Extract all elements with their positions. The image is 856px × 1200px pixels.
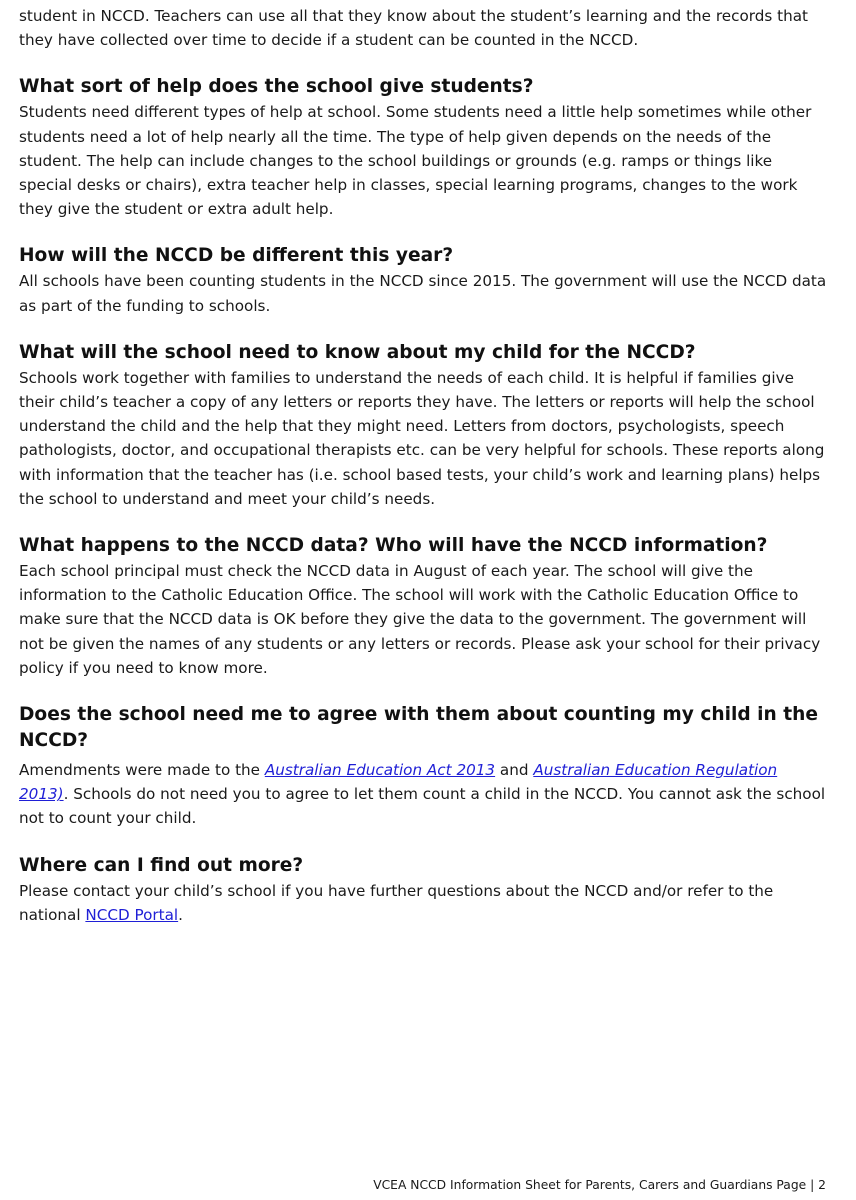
australian-education-regulation-link[interactable]: Australian Education Regulation 2013) [19,761,778,804]
intro-paragraph: student in NCCD. Teachers can use all that they know about the student’s learning and the records that they have collected over time to decide if a student can be counted in the NCCD. [19,7,808,50]
heading-school-help: What sort of help does the school give students? [19,76,534,98]
heading-find-out-more: Where can I find out more? [19,854,304,876]
heading-ncdd-different: How will the NCCD be different this year? [19,245,454,267]
find-more-text-post: . [178,905,183,924]
heading-agree-counting: Does the school need me to agree with them about counting my child in the NCCD? [19,704,818,752]
paragraph-school-help: Students need different types of help at school. Some students need a little help sometimes while other students need a lot of help nearly all the time. The type of help given depends on the needs of the student. The help can include changes to the school buildings or grounds (e.g. ramps or things like special desks or chairs), extra teacher help in classes, special learning programs, changes to the work they give the student or extra adult help. [19,103,812,219]
agree-text-post: . Schools do not need you to agree to let them count a child in the NCCD. You cannot ask the school not to count your child. [19,785,826,828]
heading-school-need-know: What will the school need to know about my child for the NCCD? [19,341,696,363]
paragraph-find-out-more [19,879,829,927]
document-page [19,4,829,927]
page-footer: VCEA NCCD Information Sheet for Parents, Carers and Guardians Page | 2 [373,1178,826,1192]
nccd-portal-link[interactable]: NCCD Portal [85,905,179,924]
heading-ncdd-data: What happens to the NCCD data? Who will have the NCCD information? [19,535,768,557]
agree-text-pre: Amendments were made to the [19,761,265,780]
agree-text-mid: and [495,761,534,780]
australian-education-act-link[interactable]: Australian Education Act 2013 [264,761,496,780]
paragraph-school-need-know: Schools work together with families to understand the needs of each child. It is helpful if families give their child’s teacher a copy of any letters or reports they have. The letters or reports will help the school understand the child and the help that they might need. Letters from doctors, psychologists, speech pathologists, doctor, and occupational therapists etc. can be very helpful for schools. These reports along with information that the teacher has (i.e. school based tests, your child’s work and learning plans) helps the school to understand and meet your child’s needs. [19,368,825,508]
paragraph-ncdd-different: All schools have been counting students in the NCCD since 2015. The government will use the NCCD data as part of the funding to schools. [19,272,827,315]
paragraph-agree-counting [19,758,829,831]
paragraph-ncdd-data: Each school principal must check the NCCD data in August of each year. The school will give the information to the Catholic Education Office. The school will work with the Catholic Education Office to make sure that the NCCD data is OK before they give the data to the government. The government will not be given the names of any students or any letters or records. Please ask your school for their privacy policy if you need to know more. [19,562,821,677]
find-more-text-pre: Please contact your child’s school if you have further questions about the NCCD and/or refer to the national [19,881,774,924]
